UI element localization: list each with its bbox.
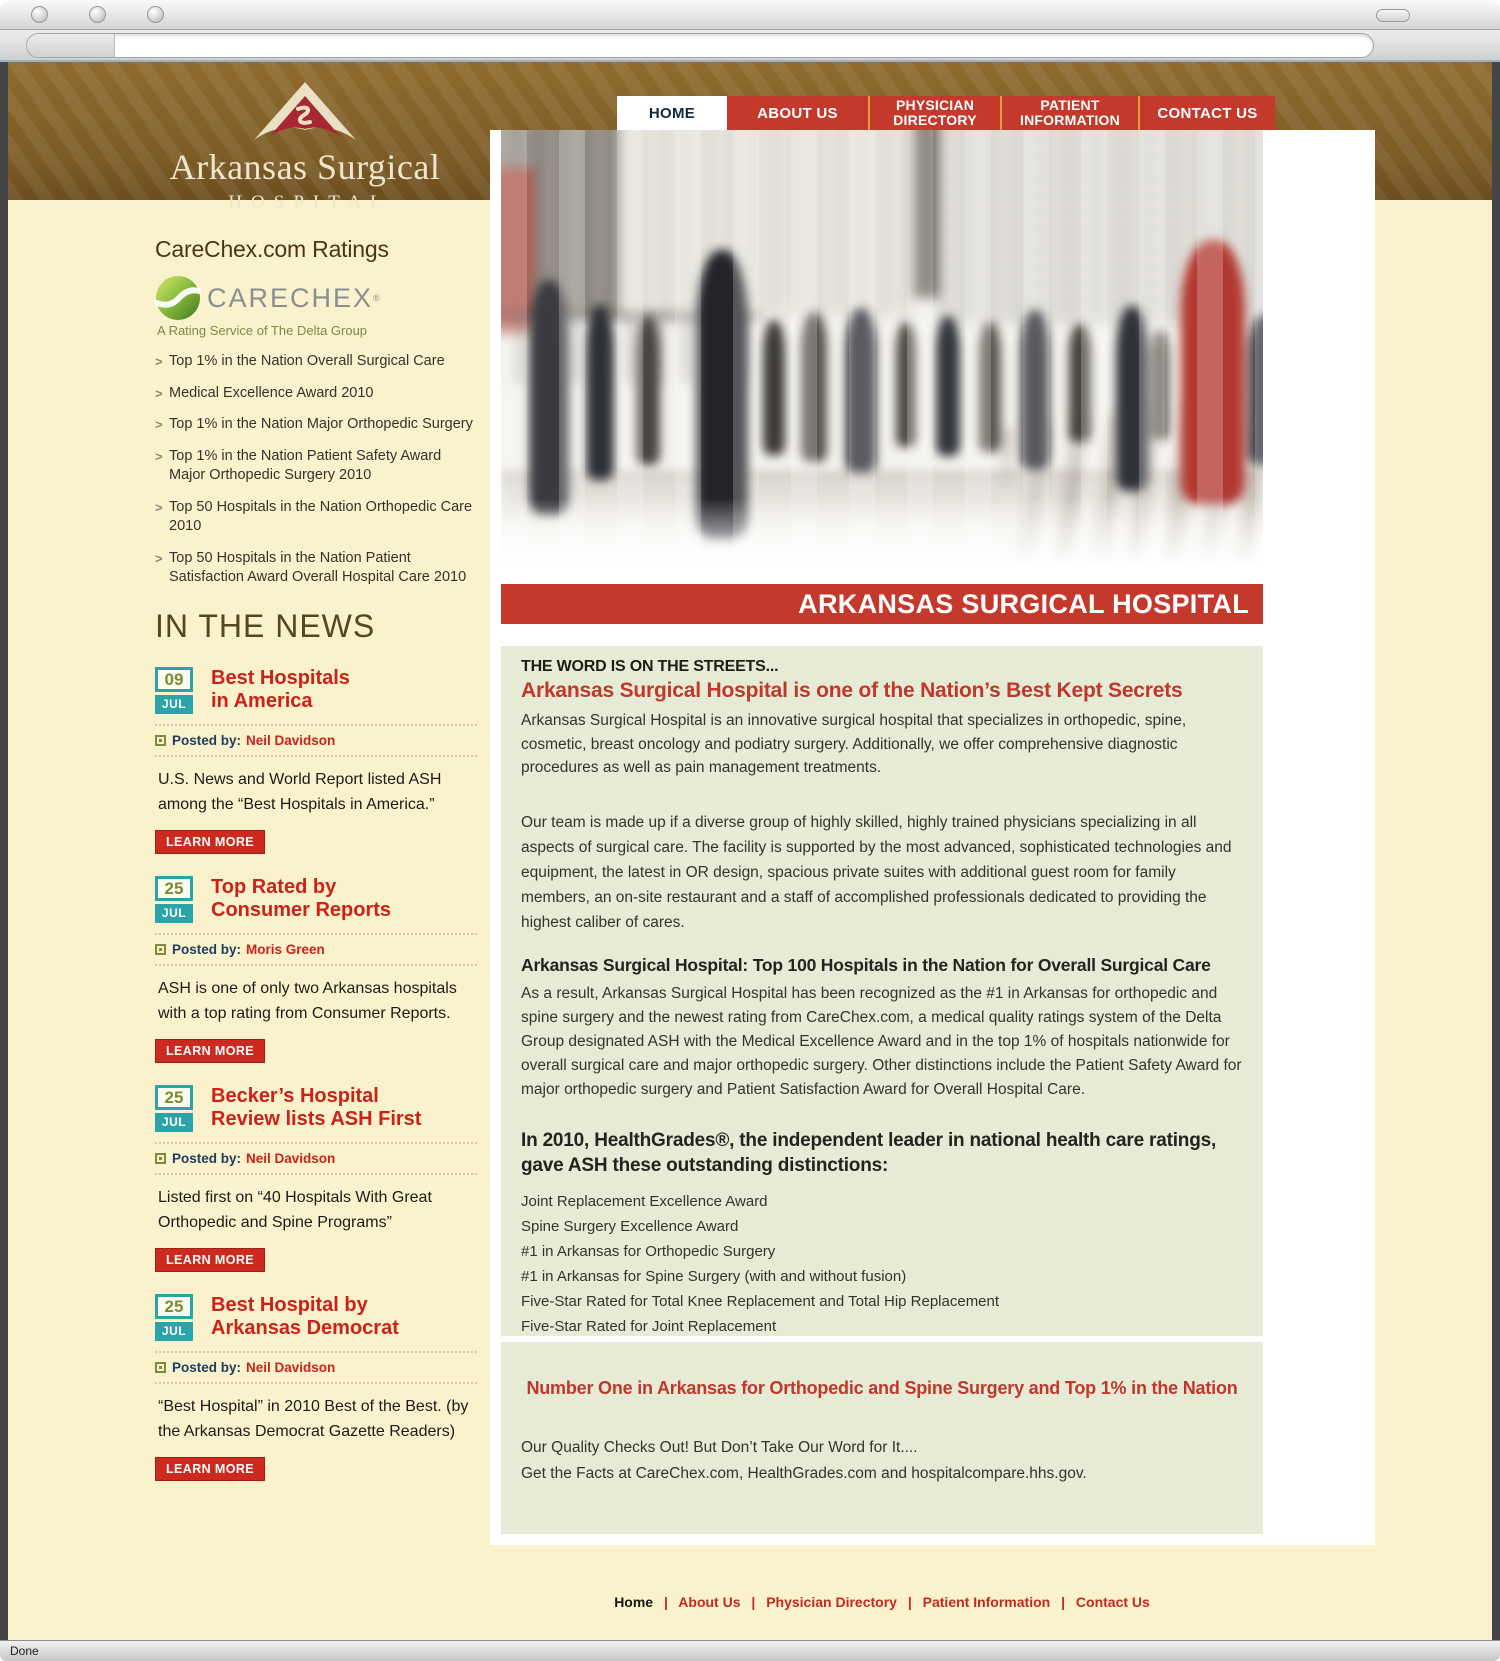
learn-more-button[interactable]: LEARN MORE [155, 1039, 265, 1063]
news-body: U.S. News and World Report listed ASH among the “Best Hospitals in America.” [158, 770, 442, 813]
sidebar [155, 236, 477, 1481]
author-name: Moris Green [246, 941, 325, 957]
rating-item: > Top 50 Hospitals in the Nation Orthopedic Care 2010 [155, 498, 477, 537]
arrow-bullet-icon: > [155, 354, 163, 369]
divider [155, 1351, 477, 1353]
arrow-bullet-icon: > [155, 417, 163, 432]
footer-separator: | [907, 1594, 912, 1610]
author-icon [155, 1153, 166, 1164]
date-badge: 09 JUL [155, 667, 193, 714]
minimize-window-icon[interactable] [89, 6, 106, 23]
status-bar [0, 1640, 1500, 1661]
learn-more-button[interactable]: LEARN MORE [155, 830, 265, 854]
news-title-link[interactable]: Top Rated by Consumer Reports [211, 875, 392, 921]
page-title-banner: ARKANSAS SURGICAL HOSPITAL [501, 584, 1263, 624]
footer-separator: | [663, 1594, 668, 1610]
posted-by-row: Posted by: Neil Davidson [155, 1151, 477, 1166]
logo-subtitle: HOSPITAL [228, 192, 391, 213]
highlight-heading: Number One in Arkansas for Orthopedic and Spine Surgery and Top 1% in the Nation [526, 1378, 1238, 1398]
distinction-item: Spine Surgery Excellence Award [521, 1217, 739, 1235]
news-item [155, 1085, 477, 1272]
window-titlebar[interactable] [0, 0, 1500, 30]
learn-more-button[interactable]: LEARN MORE [155, 1248, 265, 1272]
browser-toolbar [0, 30, 1500, 62]
highlight-panel [501, 1342, 1263, 1534]
tab-about-us[interactable]: ABOUT US [727, 96, 870, 130]
tab-patient-information[interactable]: PATIENT INFORMATION [1002, 96, 1140, 130]
paragraph: As a result, Arkansas Surgical Hospital has been recognized as the #1 in Arkansas for orthopedic and spine surgery and the newest rating from CareChex.com, a medical quality ratings system of the Delta Group designated ASH with the Medical Excellence Award and in the top 1% of hospitals nationwide for overall surgical care and major orthopedic surgery. Other distinctions include the Patient Safety Award for major orthopedic surgery and Patient Satisfaction Award for Overall Hospital Care. [521, 984, 1242, 1098]
distinctions-list [521, 1189, 1243, 1364]
divider [155, 1382, 477, 1384]
carechex-wordmark: CARECHEX [207, 282, 374, 313]
author-name: Neil Davidson [246, 1150, 336, 1166]
news-section-title: IN THE NEWS [155, 607, 376, 644]
distinction-item: Five-Star Rated for Joint Replacement [521, 1317, 777, 1335]
carechex-tagline: A Rating Service of The Delta Group [157, 323, 368, 338]
rating-item: > Top 50 Hospitals in the Nation Patient Satisfaction Award Overall Hospital Care 2010 [155, 549, 477, 588]
divider [155, 1142, 477, 1144]
news-body: Listed first on “40 Hospitals With Great Orthopedic and Spine Programs” [158, 1188, 432, 1231]
arrow-bullet-icon: > [155, 499, 163, 515]
subheading-healthgrades: In 2010, HealthGrades®, the independent leader in national health care ratings, gave ASH these outstanding distinctions: [521, 1129, 1217, 1176]
tab-home[interactable]: HOME [617, 96, 727, 130]
author-name: Neil Davidson [246, 1359, 336, 1375]
arrow-bullet-icon: > [155, 385, 163, 401]
distinction-item: #1 in Arkansas for Orthopedic Surgery [521, 1242, 776, 1260]
footer-link-home[interactable]: Home [614, 1594, 654, 1610]
main-navigation [617, 96, 1275, 130]
author-icon [155, 735, 166, 746]
news-title-link[interactable]: Best Hospital by Arkansas Democrat [211, 1293, 399, 1339]
carechex-trademark: ® [373, 293, 380, 303]
author-icon [155, 944, 166, 955]
logo-title: Arkansas Surgical [169, 147, 441, 187]
zoom-window-icon[interactable] [147, 6, 164, 23]
address-bar[interactable] [26, 33, 1374, 58]
closing-line: Get the Facts at CareChex.com, HealthGrades.com and hospitalcompare.hhs.gov. [521, 1465, 1087, 1482]
arrow-bullet-icon: > [155, 550, 163, 566]
window-border-left [0, 62, 8, 1640]
main-content [490, 130, 1375, 1545]
footer-navigation [501, 1594, 1263, 1610]
date-badge: 25 JUL [155, 1294, 193, 1341]
paragraph: Arkansas Surgical Hospital is an innovative surgical hospital that specializes in orthopedic, spine, cosmetic, breast oncology and podiatry surgery. Additionally, we offer comprehensive diagnostic procedures as well as pain management treatments. [521, 712, 1187, 776]
date-badge: 25 JUL [155, 876, 193, 923]
news-title-link[interactable]: Becker’s Hospital Review lists ASH First [211, 1084, 422, 1130]
hero-fade [501, 498, 1263, 578]
hero-image [501, 130, 1263, 578]
divider [155, 755, 477, 757]
carechex-logo[interactable] [155, 275, 477, 338]
divider [155, 1173, 477, 1175]
arrow-bullet-icon: > [155, 448, 163, 464]
news-body: “Best Hospital” in 2010 Best of the Best. (by the Arkansas Democrat Gazette Readers) [158, 1397, 469, 1440]
author-icon [155, 1362, 166, 1373]
tab-contact-us[interactable]: CONTACT US [1140, 96, 1275, 130]
news-title-link[interactable]: Best Hospitals in America [211, 666, 350, 712]
intro-panel [501, 646, 1263, 1336]
main-headline: Arkansas Surgical Hospital is one of the Nation’s Best Kept Secrets [521, 679, 1183, 702]
window-border-right [1492, 62, 1500, 1640]
footer-link-contact-us[interactable]: Contact Us [1075, 1594, 1150, 1610]
posted-by-row: Posted by: Neil Davidson [155, 1360, 477, 1375]
news-item [155, 667, 477, 854]
news-item [155, 876, 477, 1063]
subheading-top100: Arkansas Surgical Hospital: Top 100 Hospitals in the Nation for Overall Surgical Care [521, 954, 1211, 975]
posted-by-row: Posted by: Neil Davidson [155, 733, 477, 748]
ratings-section-title: CareChex.com Ratings [155, 236, 389, 262]
paragraph: Our team is made up if a diverse group of highly skilled, highly trained physicians specializing in all aspects of surgical care. The facility is supported by the most advanced, sophisticated technologies and equipment, the latest in OR design, spacious private suites with additional guest room for family members, an on-site restaurant and a staff of accomplished professionals dedicated to providing the highest caliber of cares. [521, 813, 1232, 931]
webpage [8, 62, 1492, 1640]
news-body: ASH is one of only two Arkansas hospitals with a top rating from Consumer Reports. [158, 979, 457, 1022]
divider [155, 933, 477, 935]
status-text: Done [10, 1644, 39, 1658]
divider [155, 964, 477, 966]
news-item [155, 1294, 477, 1481]
rating-item: > Medical Excellence Award 2010 [155, 384, 477, 404]
tab-physician-directory[interactable]: PHYSICIAN DIRECTORY [870, 96, 1002, 130]
rating-item: > Top 1% in the Nation Patient Safety Award Major Orthopedic Surgery 2010 [155, 447, 477, 486]
footer-link-patient-information[interactable]: Patient Information [922, 1594, 1051, 1610]
divider [155, 724, 477, 726]
author-name: Neil Davidson [246, 732, 336, 748]
learn-more-button[interactable]: LEARN MORE [155, 1457, 265, 1481]
closing-line: Our Quality Checks Out! But Don’t Take Our Word for It.... [521, 1439, 918, 1456]
posted-by-row: Posted by: Moris Green [155, 942, 477, 957]
rating-item: > Top 1% in the Nation Major Orthopedic Surgery [155, 415, 477, 435]
mountain-logo-icon [250, 80, 360, 144]
carechex-leaf-icon [155, 275, 201, 321]
footer-separator: | [1061, 1594, 1066, 1610]
footer-link-physician-directory[interactable]: Physician Directory [766, 1594, 897, 1610]
distinction-item: Joint Replacement Excellence Award [521, 1192, 768, 1210]
footer-separator: | [751, 1594, 756, 1610]
date-badge: 25 JUL [155, 1085, 193, 1132]
distinction-item: #1 in Arkansas for Spine Surgery (with and without fusion) [521, 1267, 907, 1285]
toolbar-toggle-icon[interactable] [1376, 9, 1410, 22]
rating-item: > Top 1% in the Nation Overall Surgical Care [155, 352, 477, 372]
ratings-list [155, 352, 477, 588]
distinction-item: Five-Star Rated for Total Knee Replacement and Total Hip Replacement [521, 1292, 1000, 1310]
address-bar-button[interactable] [27, 34, 115, 57]
site-logo[interactable] [155, 80, 455, 214]
close-window-icon[interactable] [31, 6, 48, 23]
footer-link-about-us[interactable]: About Us [678, 1594, 741, 1610]
kicker-text: THE WORD IS ON THE STREETS... [521, 658, 779, 675]
